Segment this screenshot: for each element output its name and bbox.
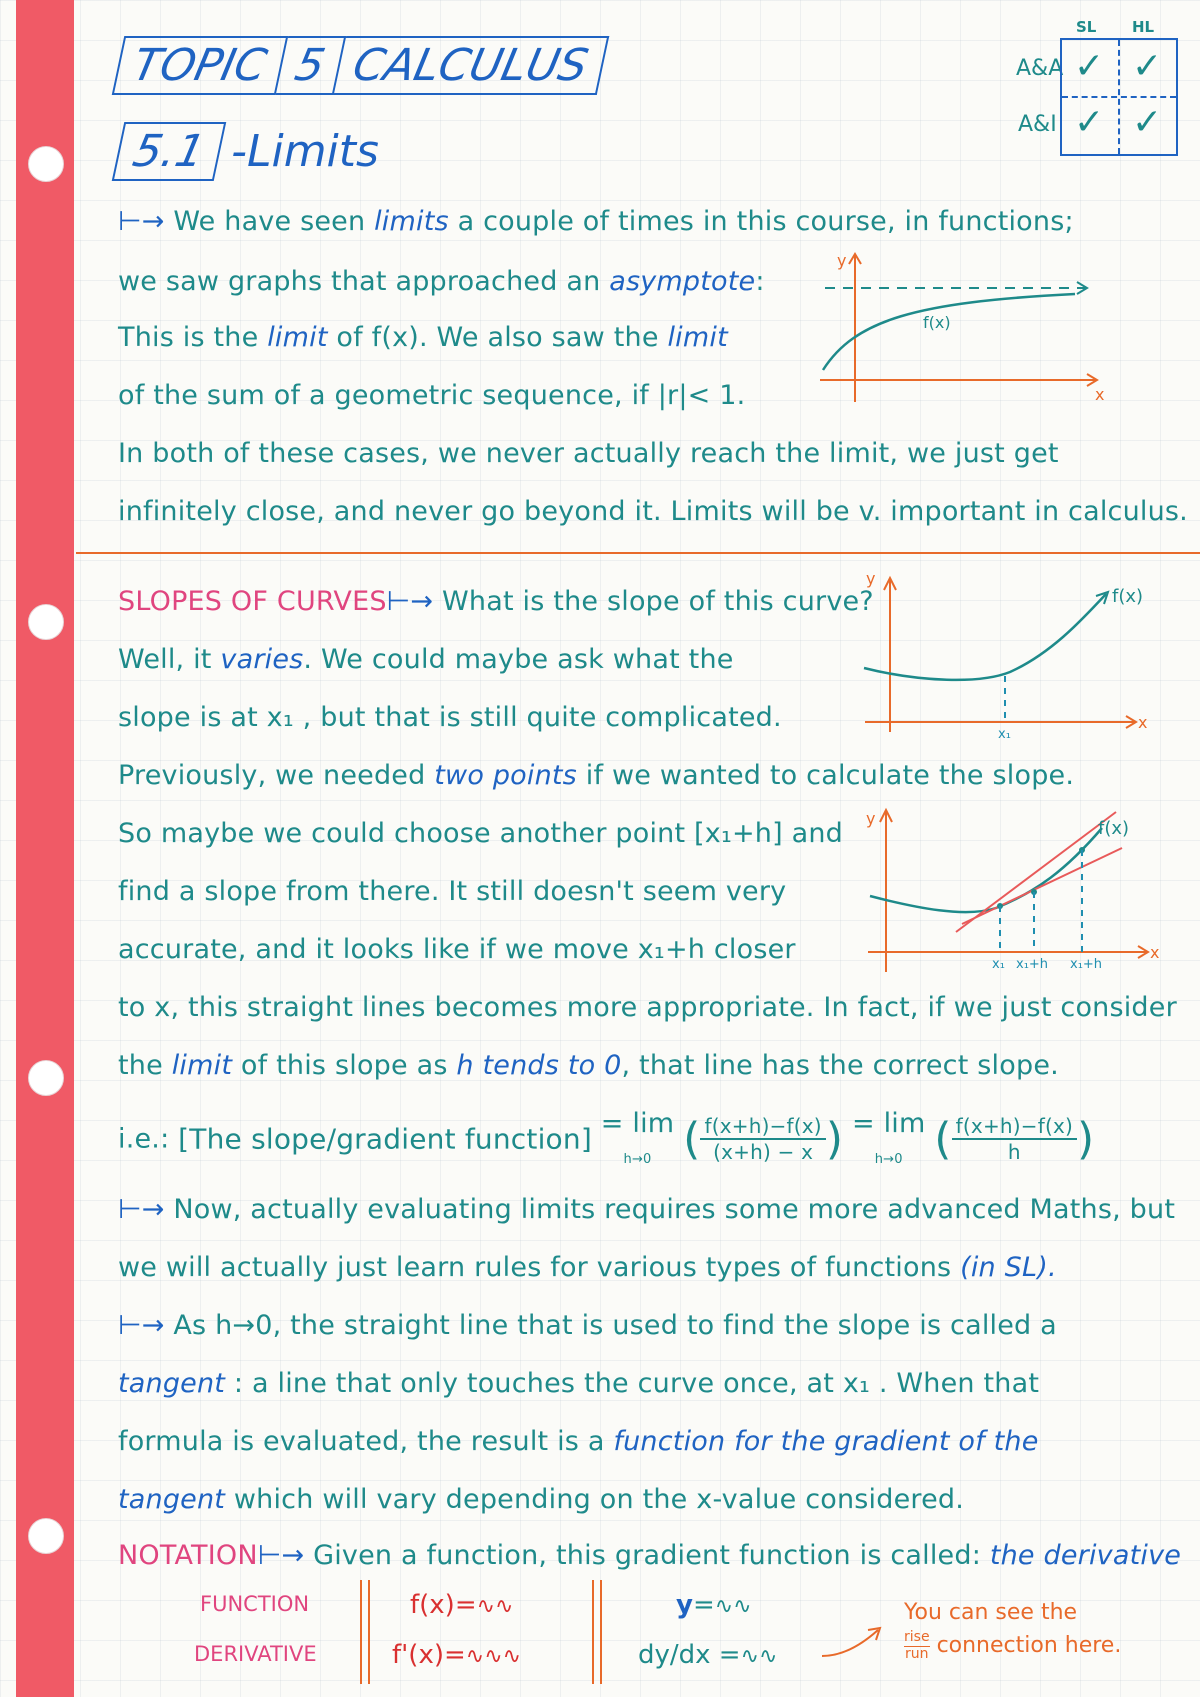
slopes-line: Previously, we needed two points if we wanted to calculate the slope.	[118, 760, 1075, 791]
notation-divider	[592, 1580, 602, 1684]
limit-op: = lim h→0	[851, 1108, 926, 1167]
slopes-line: slope is at x₁ , but that is still quite complicated.	[118, 702, 782, 733]
rules-line: tangent which will vary depending on the x-value considered.	[118, 1484, 965, 1515]
margin-strip	[16, 0, 74, 1697]
check-icon: ✓	[1132, 46, 1163, 87]
arrow-icon: ⊢→	[257, 1540, 305, 1571]
section-title: -Limits	[231, 126, 379, 177]
notation-section	[98, 0, 1198, 1697]
slopes-line: the limit of this slope as h tends to 0, that line has the correct slope.	[118, 1050, 1059, 1081]
curve-label: f(x)	[1098, 818, 1130, 839]
curved-arrow-icon	[818, 1622, 888, 1662]
axis-label-x: x	[1095, 385, 1105, 404]
axis-label-x: x	[1138, 713, 1148, 732]
intro-line: of the sum of a geometric sequence, if |r|< 1.	[118, 380, 746, 411]
notation-heading: NOTATION	[118, 1540, 258, 1571]
intro-line: In both of these cases, we never actually reach the limit, we just get	[118, 438, 1059, 469]
slopes-line: to x, this straight lines becomes more appropriate. In fact, if we just consider	[118, 992, 1177, 1023]
x1h-label: x₁+h	[1070, 957, 1103, 972]
notation-dydx: dy/dx =∿∿	[638, 1640, 778, 1670]
check-icon: ✓	[1132, 102, 1163, 143]
punch-hole	[28, 1518, 64, 1554]
section-number-box: 5.1	[112, 122, 227, 181]
notation-line: NOTATION⊢→ Given a function, this gradient function is called: the derivative	[118, 1540, 1182, 1571]
x1h-label: x₁+h	[1016, 957, 1049, 972]
gradient-formula: i.e.: [The slope/gradient function] = lim h→0 ( $\frac{f(x+h)-f(x)}{(x+h) - x}$ ) = lim h→0 ( $\frac{f(x+h)-f(x)}{h}$ )	[118, 1108, 1094, 1168]
rules-line: tangent : a line that only touches the curve once, at x₁ . When that	[118, 1368, 1040, 1399]
fraction: $\frac{f(x+h)-f(x)}{h}$	[952, 1114, 1077, 1164]
rules-line: we will actually just learn rules for various types of functions (in SL).	[118, 1252, 1057, 1283]
arrow-icon: ⊢→	[118, 1194, 165, 1225]
topic-number-box: 5	[275, 36, 346, 95]
notation-y: y=∿∿	[676, 1590, 752, 1620]
punch-hole	[28, 1060, 64, 1096]
slopes-line: Well, it varies. We could maybe ask what the	[118, 644, 734, 675]
arrow-icon: ⊢→	[118, 1310, 165, 1341]
punch-hole	[28, 146, 64, 182]
topic-name-box: CALCULUS	[333, 36, 608, 95]
notation-label-derivative: DERIVATIVE	[194, 1642, 317, 1666]
notation-divider	[360, 1580, 370, 1684]
intro-line: ⊢→ We have seen limits a couple of times in this course, in functions;	[118, 206, 1074, 237]
slopes-line: accurate, and it looks like if we move x₁+h closer	[118, 934, 796, 965]
punch-hole	[28, 604, 64, 640]
grid-col-hl: HL	[1132, 18, 1155, 36]
intro-line: This is the limit of f(x). We also saw the limit	[118, 322, 728, 353]
check-icon: ✓	[1074, 46, 1105, 87]
x1-label: x₁	[998, 727, 1011, 742]
grid-row-aa: A&A	[1016, 56, 1064, 81]
curve-label: f(x)	[923, 313, 951, 332]
notation-label-function: FUNCTION	[200, 1592, 310, 1616]
intro-line: we saw graphs that approached an asymptote:	[118, 266, 765, 297]
rules-line: ⊢→ Now, actually evaluating limits requires some more advanced Maths, but	[118, 1194, 1176, 1225]
slopes-line: find a slope from there. It still doesn't seem very	[118, 876, 787, 907]
topic-box: TOPIC	[112, 36, 288, 95]
grid-row-ai: A&I	[1018, 112, 1057, 137]
intro-line: infinitely close, and never go beyond it. Limits will be v. important in calculus.	[118, 496, 1188, 527]
arrow-icon: ⊢→	[386, 586, 434, 617]
slopes-line: SLOPES OF CURVES⊢→ What is the slope of this curve?	[118, 586, 874, 617]
rules-line: ⊢→ As h→0, the straight line that is used to find the slope is called a	[118, 1310, 1057, 1341]
check-icon: ✓	[1074, 102, 1105, 143]
axis-label-x: x	[1150, 943, 1160, 962]
slopes-heading: SLOPES OF CURVES	[118, 586, 387, 617]
rules-line: formula is evaluated, the result is a function for the gradient of the	[118, 1426, 1039, 1457]
arrow-icon: ⊢→	[118, 206, 165, 237]
fraction: $\frac{f(x+h)-f(x)}{(x+h) - x}$	[700, 1114, 825, 1164]
notation-fpx: f'(x)=∿∿∿	[392, 1640, 522, 1670]
x1-label: x₁	[992, 957, 1005, 972]
grid-col-sl: SL	[1076, 18, 1097, 36]
slopes-line: So maybe we could choose another point [x₁+h] and	[118, 818, 844, 849]
axis-label-y: y	[866, 809, 876, 828]
notation-aside: You can see the rise run connection here.	[904, 1600, 1122, 1662]
axis-label-y: y	[837, 251, 847, 270]
axis-label-y: y	[866, 572, 876, 588]
limit-op: = lim h→0	[600, 1108, 675, 1167]
notation-fx: f(x)=∿∿	[410, 1590, 514, 1620]
curve-label: f(x)	[1112, 586, 1144, 607]
